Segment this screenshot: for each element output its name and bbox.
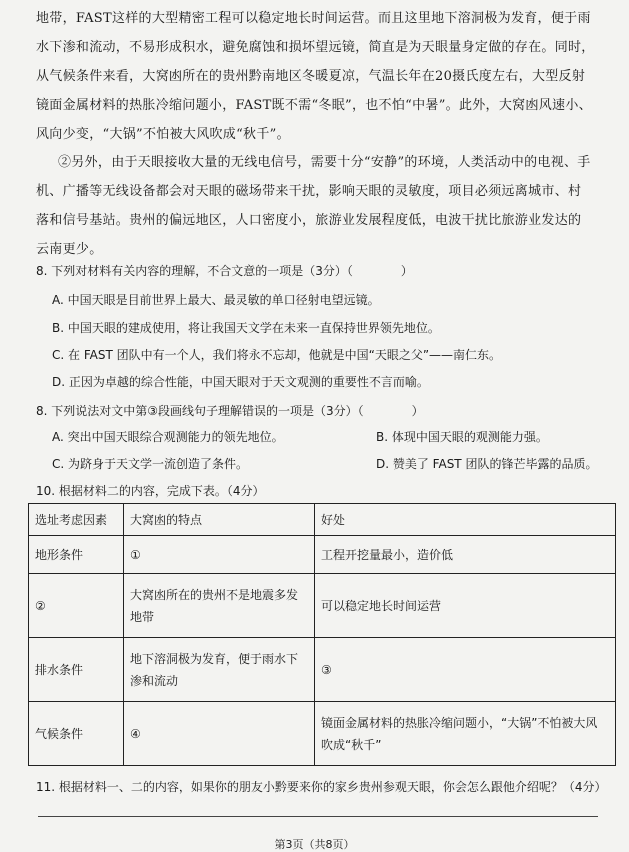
question-8b-option-c: C. 为跻身于天文学一流创造了条件。 bbox=[52, 457, 249, 471]
question-8a-option-a: A. 中国天眼是目前世界上最大、最灵敏的单口径射电望远镜。 bbox=[52, 293, 380, 307]
table-cell: 气候条件 bbox=[29, 702, 124, 766]
passage-paragraph-2-cont bbox=[36, 177, 614, 264]
table-header: 大窝凼的特点 bbox=[124, 504, 315, 536]
answer-table bbox=[28, 503, 616, 766]
table-cell: 大窝凼所在的贵州不是地震多发地带 bbox=[124, 574, 315, 638]
passage-line: 风向少变，“大锅”不怕被大风吹成“秋千”。 bbox=[36, 127, 290, 142]
question-8b-stem: 8. 下列说法对文中第③段画线句子理解错误的一项是（3分）（ ） bbox=[36, 404, 424, 418]
passage-paragraph-2 bbox=[58, 148, 614, 177]
passage-line: 机、广播等无线设备都会对天眼的磁场带来干扰，影响天眼的灵敏度，项目必须远离城市、村 bbox=[36, 184, 582, 199]
question-8a-option-c: C. 在 FAST 团队中有一个人，我们将永不忘却，他就是中国“天眼之父”——南仁东。 bbox=[52, 348, 502, 362]
question-8a-stem: 8. 下列对材料有关内容的理解，不合文意的一项是（3分）（ ） bbox=[36, 264, 413, 278]
question-10-stem: 10. 根据材料二的内容，完成下表。（4分） bbox=[36, 484, 265, 498]
passage-line: 镜面金属材料的热胀冷缩问题小，FAST既不需“冬眠”，也不怕“中暑”。此外，大窝凼风速小、 bbox=[36, 98, 592, 113]
table-cell: ① bbox=[124, 536, 315, 574]
table-header: 好处 bbox=[315, 504, 616, 536]
table-cell: 工程开挖量最小，造价低 bbox=[315, 536, 616, 574]
table-header: 选址考虑因素 bbox=[29, 504, 124, 536]
question-8b-option-a: A. 突出中国天眼综合观测能力的领先地位。 bbox=[52, 430, 284, 444]
passage-line: ②另外，由于天眼接收大量的无线电信号，需要十分“安静”的环境，人类活动中的电视、手 bbox=[58, 155, 591, 170]
question-8a-option-b: B. 中国天眼的建成使用，将让我国天文学在未来一直保持世界领先地位。 bbox=[52, 321, 440, 335]
table-cell: 地形条件 bbox=[29, 536, 124, 574]
table-cell: 排水条件 bbox=[29, 638, 124, 702]
page-footer: 第3页（共8页） bbox=[274, 838, 355, 851]
passage-line: 落和信号基站。贵州的偏远地区，人口密度小，旅游业发展程度低，电波干扰比旅游业发达的 bbox=[36, 213, 582, 228]
question-8b-option-b: B. 体现中国天眼的观测能力强。 bbox=[376, 430, 548, 444]
table-cell: ② bbox=[29, 574, 124, 638]
answer-line bbox=[38, 816, 598, 817]
question-8b-option-d: D. 赞美了 FAST 团队的锋芒毕露的品质。 bbox=[376, 457, 598, 471]
table-cell: 可以稳定地长时间运营 bbox=[315, 574, 616, 638]
question-8a-option-d: D. 正因为卓越的综合性能，中国天眼对于天文观测的重要性不言而喻。 bbox=[52, 375, 429, 389]
table-row bbox=[29, 638, 616, 702]
table-row bbox=[29, 536, 616, 574]
passage-line: 云南更少。 bbox=[36, 242, 103, 257]
passage-paragraph-1 bbox=[36, 4, 614, 149]
table-cell: ③ bbox=[315, 638, 616, 702]
table-cell: ④ bbox=[124, 702, 315, 766]
passage-line: 水下渗和流动，不易形成积水，避免腐蚀和损坏望远镜，简直是为天眼量身定做的存在。同时， bbox=[36, 40, 595, 55]
table-header-row bbox=[29, 504, 616, 536]
passage-line: 从气候条件来看，大窝凼所在的贵州黔南地区冬暖夏凉，气温长年在20摄氏度左右，大型反射 bbox=[36, 69, 586, 84]
question-11-stem: 11. 根据材料一、二的内容，如果你的朋友小黔要来你的家乡贵州参观天眼，你会怎么跟他介绍呢？（4分） bbox=[36, 780, 607, 794]
table-row bbox=[29, 702, 616, 766]
table-cell: 镜面金属材料的热胀冷缩问题小，“大锅”不怕被大风吹成“秋千” bbox=[315, 702, 616, 766]
passage-line: 地带，FAST这样的大型精密工程可以稳定地长时间运营。而且这里地下溶洞极为发育，便于雨 bbox=[36, 11, 591, 26]
table-cell: 地下溶洞极为发育，便于雨水下渗和流动 bbox=[124, 638, 315, 702]
table-row bbox=[29, 574, 616, 638]
